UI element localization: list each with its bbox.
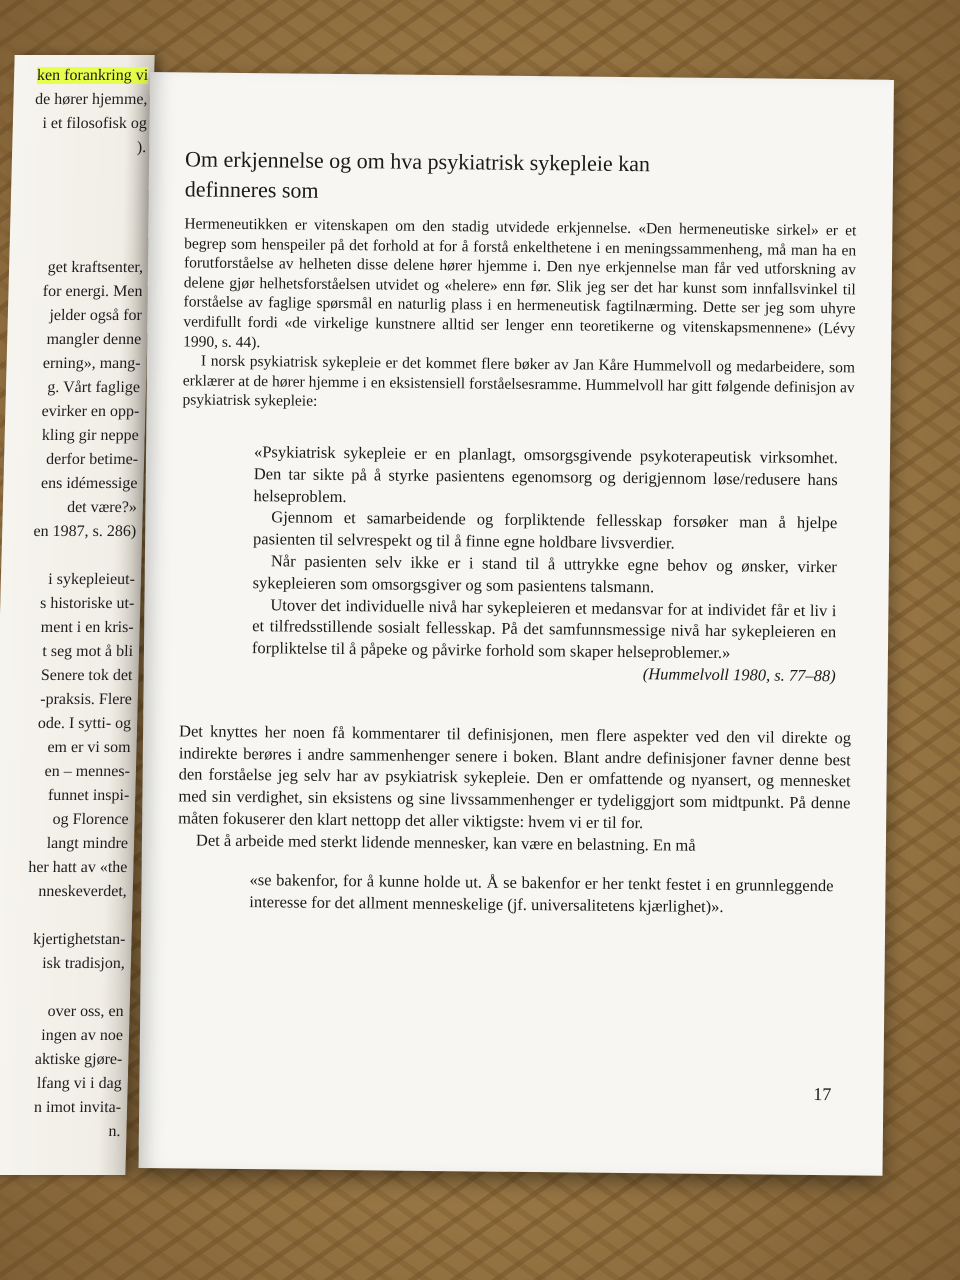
quote-citation: (Hummelvoll 1980, s. 77–88) <box>642 664 836 686</box>
page-content <box>177 144 857 919</box>
left-page-line: kling gir neppe <box>41 427 139 444</box>
paragraph-burden: Det å arbeide med sterkt lidende mennesker, kan være en belastning. En må <box>195 830 696 855</box>
left-page-line: erning», mang- <box>42 355 141 372</box>
left-page-line: evirker en opp- <box>41 403 140 420</box>
left-page-line: i et filosofisk og <box>42 115 148 132</box>
quote-paragraph: Gjennom et samarbeidende og forpliktende fellesskap forsøker man å hjelpe pasienten til selvrespekt og til å finne egne holdbare livsverdier. <box>253 507 838 553</box>
left-page-line: n. <box>108 1123 121 1140</box>
left-page-line: n imot invita- <box>33 1099 122 1116</box>
left-page-line: langt mindre <box>46 835 129 852</box>
quote-paragraph: Når pasienten selv ikke er i stand til å uttrykke egne behov og ønsker, virker sykepleieren som omsorgsgiver og som pasientens talsmann. <box>252 551 837 597</box>
left-page-line: Senere tok det <box>40 667 133 684</box>
left-page-line: det være?» <box>66 499 138 516</box>
left-page-line: ). <box>136 139 147 156</box>
left-page-line: kjertighetstan- <box>32 931 126 948</box>
left-page-line: get kraftsenter, <box>47 259 144 276</box>
left-page-line: og Florence <box>52 811 129 828</box>
left-page-line: derfor betime- <box>45 451 139 468</box>
left-page-line: over oss, en <box>47 1003 124 1020</box>
left-page-line: her hatt av «the <box>28 859 128 876</box>
left-page-line: -praksis. Flere <box>40 691 133 708</box>
left-page-line: lfang vi i dag <box>36 1075 122 1092</box>
left-page-line: mangler denne <box>46 331 142 348</box>
commentary-section <box>178 720 851 858</box>
left-page-line: ingen av noe <box>41 1027 124 1044</box>
quote-paragraph: «Psykiatrisk sykepleie er en planlagt, omsorgsgivende psykoterapeutisk virksomhet. Den tar sikte på å styrke pasientens egenomsorg og derigjennom løse/redusere hans helseproblem. <box>253 442 839 506</box>
paragraph-hermeneutics: Hermeneutikken er vitenskapen om den stadig utvidede erkjennelse. «Den hermeneutiske sirkel» er et begrep som henspeiler på det forhold at for å forstå enkelthetene i en meningssammenheng, må man ha en forutforståelse av helheten disse delene hører hjemme i. Den nye erkjennelse man får ved utforskning av delene gjør helhetsforståelsen utvidet og «helere» enn før. Slik jeg ser det har kunst som innfallsvinkel til forståelse av faglige spørsmål en naturlig plass i en hermeneutisk fagtilnærming. Dette ser jeg som uhyre verdifullt fordi «de virkelige kunstnere alltid ser lenger enn teoretikerne og vitenskapsmennene» (Lévy 1990, s. 44). <box>183 215 857 351</box>
left-page-line: de hører hjemme, <box>34 91 148 108</box>
left-page-line: em er vi som <box>47 739 131 756</box>
highlighted-text: ken forankring vi <box>36 67 149 84</box>
left-page-line: en 1987, s. 286) <box>33 523 137 540</box>
quote-paragraph: Utover det individuelle nivå har sykepleieren et medansvar for at individet får et liv i et tilfredsstillende sosialt fellesskap. På det samfunnsmessige nivå har sykepleieren en forpliktelse til å påpeke og påvirke forhold som skaper helseproblemer.» <box>251 594 837 663</box>
section-heading: Om erkjennelse og om hva psykiatrisk sykepleie kan definneres som <box>184 146 651 203</box>
left-page-line: aktiske gjøre- <box>34 1051 123 1068</box>
left-page-line: jelder også for <box>49 307 143 324</box>
left-page-line: nneskeverdet, <box>38 883 127 900</box>
left-page-line: isk tradisjon, <box>41 955 126 972</box>
left-page-line: ment i en kris- <box>40 619 134 636</box>
quote-paragraph: «se bakenfor, for å kunne holde ut. Å se bakenfor er her tenkt festet i en grunnleggende interesse for det allment menneskelige (jf. universalitetens kjærlighet)». <box>249 870 834 917</box>
left-page-line: funnet inspi- <box>47 787 130 804</box>
paragraph-commentary: Det knyttes her noen få kommentarer til definisjonen, men flere aspekter ved den vil direkte og indirekte berøres i andre sammenhenger senere i boken. Blant andre definisjoner favner denne best den forståelse jeg selv har av psykiatrisk sykepleie. Den er omfattende og nyansert, og mennesket med sin verdighet, sin eksistens og sine livssammenhenger er tydeliggjort som midtpunkt. På denne måten fokuserer den klart nettopp det aller viktigste: hvem vi er til for. <box>178 721 852 833</box>
left-page-line: ode. I sytti- og <box>37 715 132 732</box>
left-page-line: for energi. Men <box>42 283 143 300</box>
page-number: 17 <box>813 1084 832 1105</box>
paragraph-hummelvoll: I norsk psykiatrisk sykepleie er det kommet flere bøker av Jan Kåre Hummelvoll og medarbeidere, som erklærer at de hører hjemme i en eksistensiell forståelsesramme. Hummelvoll har gitt følgende definisjon av psykiatrisk sykepleie: <box>182 352 856 411</box>
block-quote-definition <box>252 441 838 687</box>
left-page-line: en – mennes- <box>44 763 131 780</box>
left-page-line: s historiske ut- <box>39 595 135 612</box>
block-quote-bakenfor <box>249 870 833 920</box>
left-page-line: t seg mot å bli <box>42 643 134 660</box>
left-page-line <box>14 67 148 85</box>
book-page <box>139 72 894 1176</box>
left-page-line: g. Vårt faglige <box>47 379 141 396</box>
left-page-line: i sykepleieut- <box>48 571 136 588</box>
left-page-line: ens idémessige <box>40 475 138 492</box>
